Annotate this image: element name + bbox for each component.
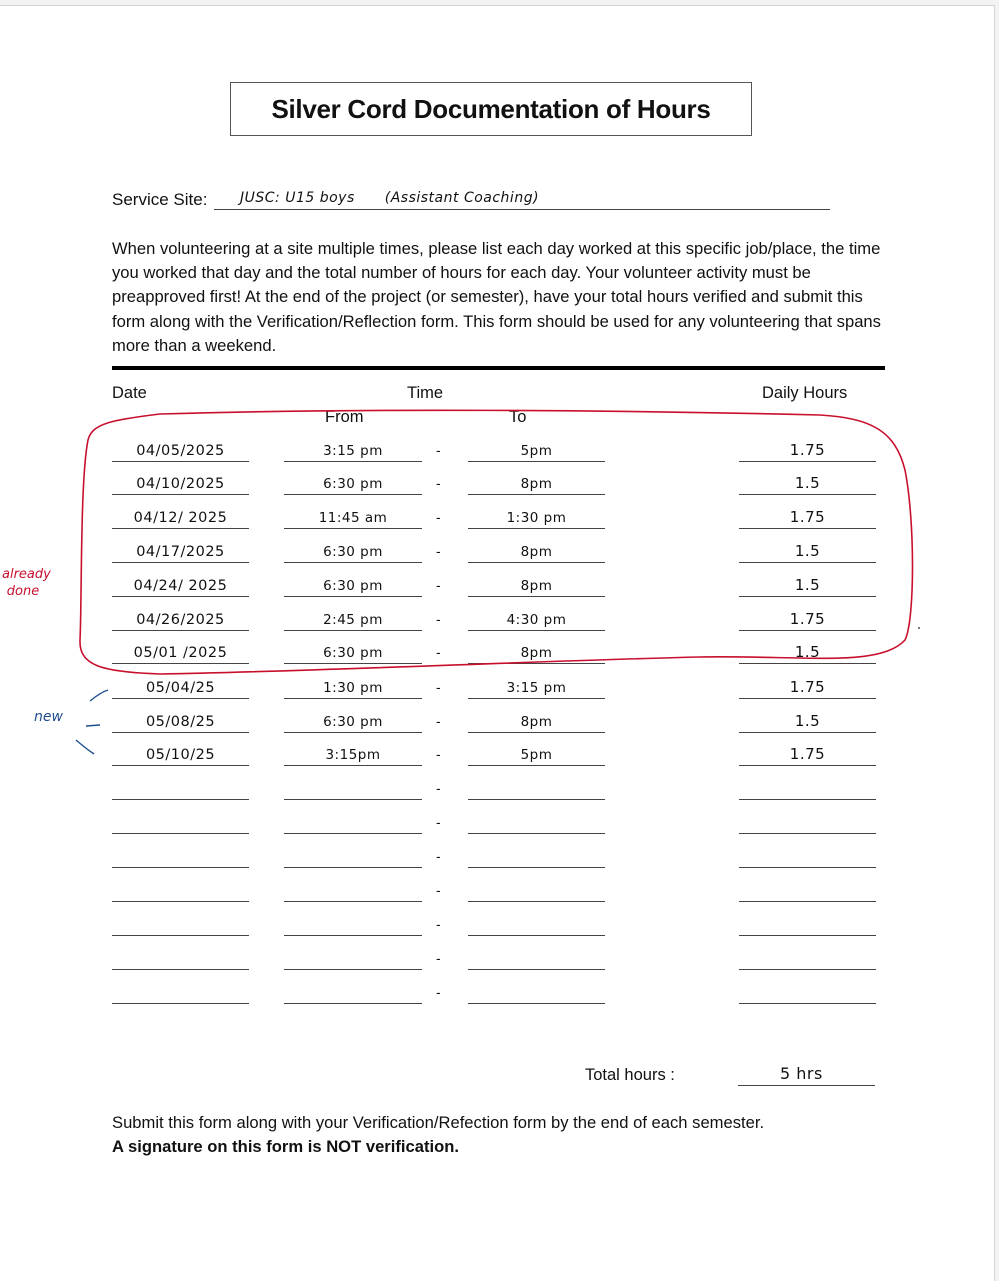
time-separator: - — [436, 442, 441, 458]
annotation-new: new — [34, 709, 63, 725]
form-title-text: Silver Cord Documentation of Hours — [271, 93, 711, 124]
from-time-value: 11:45 am — [318, 510, 388, 526]
service-site-note: (Assistant Coaching) — [384, 190, 540, 206]
time-separator: - — [436, 543, 441, 559]
table-row — [0, 529, 999, 563]
header-from: From — [325, 408, 364, 426]
table-row — [0, 800, 999, 834]
time-separator: - — [436, 780, 441, 796]
to-field-line[interactable] — [468, 663, 605, 664]
section-divider — [112, 366, 885, 370]
daily-hours-value: 1.75 — [789, 678, 826, 696]
daily-hours-value: 1.5 — [794, 576, 821, 594]
daily-hours-value: 1.75 — [789, 508, 826, 526]
to-time-value: 8pm — [520, 544, 553, 560]
time-separator: - — [436, 611, 441, 627]
from-time-value: 6:30 pm — [323, 476, 383, 492]
time-separator: - — [436, 509, 441, 525]
daily-hours-field-line[interactable] — [739, 663, 876, 664]
time-separator: - — [436, 984, 441, 1000]
header-date: Date — [112, 384, 147, 402]
table-row — [0, 495, 999, 529]
table-row — [0, 428, 999, 462]
table-row — [0, 563, 999, 597]
instructions-paragraph: When volunteering at a site multiple times, please list each day worked at this specific job/place, the time you worked that day and the total number of hours for each day. Your volunteer activity must be preapproved first! At the end of the project (or semester), have your total hours verified and submit this form along with the Verification/Reflection form. This form should be used for any volunteering that spans more than a weekend. — [112, 239, 881, 355]
to-time-value: 8pm — [520, 645, 553, 661]
daily-hours-value: 1.5 — [794, 712, 821, 730]
time-separator: - — [436, 950, 441, 966]
table-row — [0, 732, 999, 766]
table-row — [0, 902, 999, 936]
table-row — [0, 936, 999, 970]
daily-hours-field-line[interactable] — [739, 1003, 876, 1004]
to-time-value: 8pm — [520, 578, 553, 594]
service-site-label: Service Site: — [112, 190, 208, 209]
from-time-value: 1:30 pm — [323, 680, 383, 696]
total-hours-label: Total hours : — [585, 1066, 675, 1084]
from-time-value: 6:30 pm — [323, 578, 383, 594]
date-value: 04/24/ 2025 — [133, 578, 228, 594]
from-field-line[interactable] — [284, 1003, 422, 1004]
daily-hours-value: 1.75 — [789, 745, 826, 763]
from-time-value: 6:30 pm — [323, 544, 383, 560]
daily-hours-value: 1.75 — [789, 441, 826, 459]
time-separator: - — [436, 475, 441, 491]
daily-hours-value: 1.75 — [789, 610, 826, 628]
table-row — [0, 699, 999, 733]
to-field-line[interactable] — [468, 1003, 605, 1004]
time-separator: - — [436, 916, 441, 932]
service-site-value[interactable] — [240, 190, 539, 206]
table-row — [0, 970, 999, 1004]
time-separator: - — [436, 814, 441, 830]
time-separator: - — [436, 644, 441, 660]
time-separator: - — [436, 882, 441, 898]
header-to: To — [509, 408, 527, 426]
date-value: 05/08/25 — [145, 714, 216, 730]
table-row — [0, 868, 999, 902]
time-separator: - — [436, 848, 441, 864]
date-value: 04/10/2025 — [136, 476, 225, 492]
annotation-already-done: already done — [2, 567, 51, 599]
time-separator: - — [436, 679, 441, 695]
table-row — [0, 665, 999, 699]
to-time-value: 5pm — [520, 747, 553, 763]
service-site-name: JUSC: U15 boys — [240, 190, 355, 206]
header-time: Time — [407, 384, 444, 402]
from-time-value: 6:30 pm — [323, 714, 383, 730]
table-row — [0, 630, 999, 664]
to-time-value: 3:15 pm — [506, 680, 567, 696]
to-time-value: 8pm — [520, 476, 553, 492]
date-field-line[interactable] — [112, 1003, 249, 1004]
from-time-value: 3:15 pm — [323, 443, 383, 459]
date-value: 04/17/2025 — [136, 544, 225, 560]
table-row — [0, 461, 999, 495]
footer-signature-warning: A signature on this form is NOT verification. — [112, 1137, 459, 1156]
from-time-value: 6:30 pm — [323, 645, 383, 661]
date-value: 04/26/2025 — [136, 612, 225, 628]
date-value: 04/12/ 2025 — [133, 510, 228, 526]
to-time-value: 1:30 pm — [506, 510, 567, 526]
footer-submission-note: Submit this form along with your Verification/Refection form by the end of each semester. — [112, 1113, 765, 1132]
daily-hours-value: 1.5 — [794, 542, 821, 560]
total-hours-value[interactable]: 5 hrs — [780, 1064, 823, 1083]
from-time-value: 3:15pm — [325, 747, 381, 763]
table-row — [0, 766, 999, 800]
daily-hours-value: 1.5 — [794, 474, 821, 492]
date-value: 04/05/2025 — [136, 443, 225, 459]
form-title — [230, 82, 752, 136]
date-value: 05/01 /2025 — [133, 645, 228, 661]
date-value: 05/10/25 — [145, 747, 216, 763]
to-time-value: 4:30 pm — [506, 612, 567, 628]
from-field-line[interactable] — [284, 663, 422, 664]
time-separator: - — [436, 577, 441, 593]
table-row — [0, 834, 999, 868]
header-daily-hours: Daily Hours — [762, 384, 848, 402]
from-time-value: 2:45 pm — [323, 612, 383, 628]
service-site-field-line — [214, 209, 830, 210]
date-field-line[interactable] — [112, 663, 249, 664]
table-row — [0, 597, 999, 631]
total-hours-field-line — [738, 1085, 875, 1086]
date-value: 05/04/25 — [145, 680, 216, 696]
time-separator: - — [436, 746, 441, 762]
to-time-value: 8pm — [520, 714, 553, 730]
to-time-value: 5pm — [520, 443, 553, 459]
time-separator: - — [436, 713, 441, 729]
daily-hours-value: 1.5 — [794, 643, 821, 661]
